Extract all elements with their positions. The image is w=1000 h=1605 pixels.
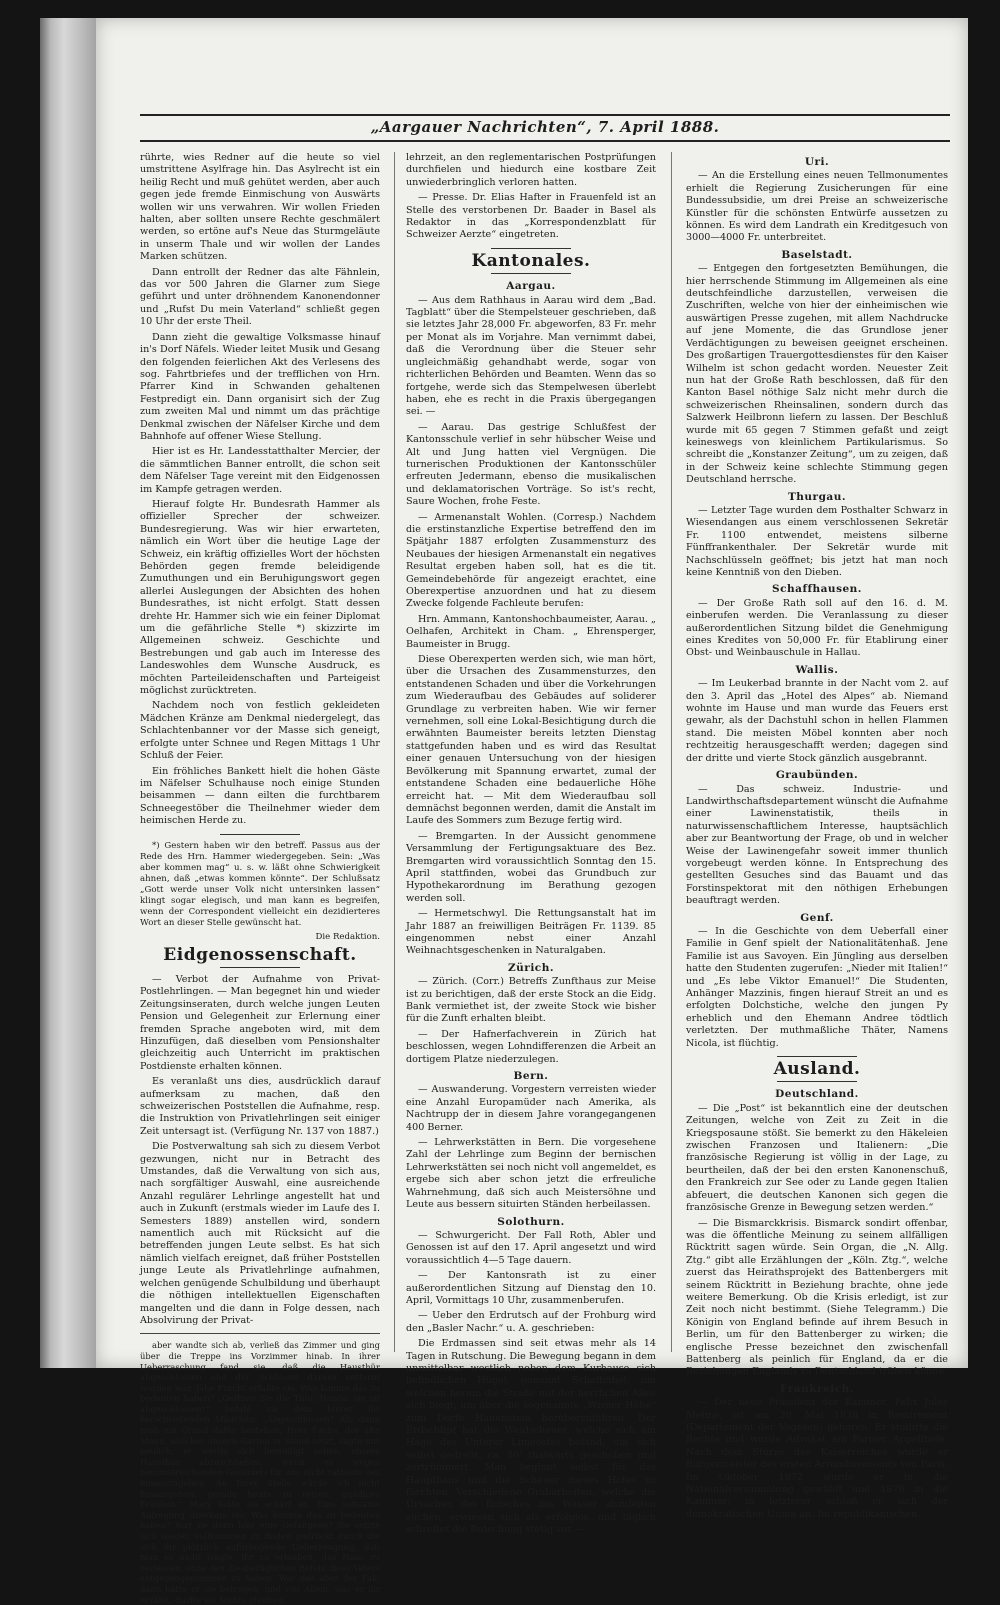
paragraph: Nachdem noch von festlich gekleideten Mädchen Kränze am Denkmal niedergelegt, das Schlachtenbanner vor der Masse sich geneigt, erfolgte unter Schnee und Regen Mittags 1 Uhr Schluß der Feier. xyxy=(140,700,380,762)
subheading-schaffhausen: Schaffhausen. xyxy=(772,583,862,596)
paragraph: — Presse. Dr. Elias Hafter in Frauenfeld ist an Stelle des verstorbenen Dr. Baader in Basel als Redaktor in das „Korrespondenzblatt für Schweizer Aerzte“ eingetreten. xyxy=(406,192,656,241)
feuilleton-text: aber wandte sich ab, verließ das Zimmer und ging über die Treppe ins Vorzimmer hinab. In ihrer Ueberraschung fand sie, daß die Hausthür abgeschlossen und der Schlüssel daraus entfernt worden war. Jähe Furcht erfaßte sie. Was konnte das zu bedeuten haben? „Oeffnen Sie die Thür, Hanna, sie ist abgeschlossen!“ befahl sie dem hinter ihr herschreitenden Mädchen. „Abgeschlossen? Ah, dann muß ein Grund dafür bestehen, Herr Fuchs, der alte Mann, welcher unsern Garten in Stand setzt, sagte mir neulich, er werde sich bemüßigt sehen, unsere Hausthür abzuschließen, wenn es wegen herumstreichenden Gesindels für uns nicht rathsam sei, hinauszugehen. An Ihrer Stelle würde ich nicht hinausgehen, gerade heute zu reisen, gnädiges Fräulein.“ Mary faßte sie scharf an. Eine seltsame Aufregung überkam sie. Was konnte das zu bedeuten haben? War sie denn hier eine Gefangene? Sie setzte sich nieder, vollkommen zu Boden gedrückt durch die sich ihr plötzlich aufdrängende Ueberzeugung, daß man es nicht wagte, ihr zu erlauben, das Haus zu verlassen, ohne den diesbezüglichen Befehl ihres Vaters entgegengenommen zu haben. War das aber der Fall, dann hatte er sie betrogen, und von Allem, was er ihr erzählt, durfte sie Nichts glauben. xyxy=(140,1340,380,1605)
subheading-frankreich: Frankreich. xyxy=(780,1382,854,1395)
paragraph: — Zürich. (Corr.) Betreffs Zunfthaus zur Meise ist zu berichtigen, daß der erste Stock an die Eidg. Bank vermiethet ist, der zweite Stock wie bisher für die Zunft erhalten bleibt. xyxy=(406,976,656,1025)
paragraph: — Aarau. Das gestrige Schlußfest der Kantonsschule verlief in sehr hübscher Weise und Alt und Jung hatten viel Vergnügen. Die turnerischen Produktionen der Kantonsschüler erfreuten Jedermann, ebenso die musikalischen und deklamatorischen Vorträge. So ist's recht, Saure Wochen, frohe Feste. xyxy=(406,421,656,508)
paragraph: Ein fröhliches Bankett hielt die hohen Gäste im Näfelser Schulhause noch einige Stunden beisammen — dann eilten die furchtbarem Schneegestöber die Theilnehmer wieder dem heimischen Herde zu. xyxy=(140,765,380,827)
paragraph: — Schwurgericht. Der Fall Roth, Abler und Genossen ist auf den 17. April angesetzt und wird voraussichtlich 4—5 Tage dauern. xyxy=(406,1229,656,1266)
divider xyxy=(491,273,571,274)
paragraph: — In die Geschichte von dem Ueberfall einer Familie in Genf spielt der Nationalitätenhaß. Jene Familie ist aus Savoyen. Ein Jüngling aus derselben hatte den Studenten zugerufen: „Nieder mit Italien!“ und „Es lebe Viktor Emanuel!“ Die Studenten, Anhänger Mazzinis, fingen hierauf Streit an und es erfolgten Dolchstiche, welche den jungen Py erheblich und den Ehemann Andree tödtlich verletzten. Der muthmaßliche Thäter, Namens Nicola, ist flüchtig. xyxy=(686,925,948,1049)
divider xyxy=(777,1081,857,1082)
paragraph: — Die „Post“ ist bekanntlich eine der deutschen Zeitungen, welche von Zeit zu Zeit in die Kriegsposaune stößt. Sie bemerkt zu den Häkeleien zwischen Franzosen und Italienern: „Die französische Regierung ist völlig in der Lage, zu beurtheilen, daß der bei den ersten Kanonenschuß, den Frankreich zur See oder zu Lande gegen Italien abfeuert, die deutschen Kanonen sich gegen die französische Grenze in Bewegung setzen werden.“ xyxy=(686,1102,948,1214)
paragraph: Hierauf folgte Hr. Bundesrath Hammer als offizieller Sprecher der schweizer. Bundesregierung. Was wir hier erwarteten, nämlich ein Wort über die heutige Lage der Schweiz, ein kräftig offizielles Wort der höchsten Behörden gegen fremde beleidigende Zumuthungen und ein Beruhigungswort gegen allerlei Auslegungen der Absichten des hohen Bundesrathes, ist nicht erfolgt. Statt dessen drehte Hr. Hammer sich wie ein feiner Diplomat um die gefährliche Stelle *) skizzirte im Allgemeinen schweiz. Geschichte und Bestrebungen und gab auch im Interesse des Landeswohles dem Wunsche Ausdruck, es möchten Parteileidenschaften und Parteigeist möglichst zurücktreten. xyxy=(140,498,380,697)
paragraph: Diese Oberexperten werden sich, wie man hört, über die Ursachen des Zusammensturzes, den entstandenen Schaden und über die Vorkehrungen zum Wiederaufbau des Gebäudes auf soliderer Grundlage zu verbreiten haben. Wie wir ferner vernehmen, soll eine Lokal-Besichtigung durch die erwähnten Baumeister bereits letzten Dienstag stattgefunden haben und es wird das Resultat einer genauen Untersuchung von der hiesigen Bevölkerung mit Spannung erwartet, zumal der entstandene Schaden eine bedauerliche Höhe erreicht hat. — Mit dem Wiederaufbau soll demnächst begonnen werden, damit die Anstalt im Laufe des Sommers zum Bezuge fertig wird. xyxy=(406,654,656,827)
paragraph: — Der Große Rath soll auf den 16. d. M. einberufen werden. Die Veranlassung zu dieser außerordentlichen Sitzung bildet die Genehmigung eines Kredites von 50,000 Fr. für Etablirung einer Obst- und Weinbauschule in Hallau. xyxy=(686,597,948,659)
paragraph: Hrn. Ammann, Kantonshochbaumeister, Aarau. „ Oelhafen, Architekt in Cham. „ Ehrensperger, Baumeister in Brugg. xyxy=(406,613,657,650)
subheading-genf: Genf. xyxy=(800,911,834,924)
paragraph: — Auswanderung. Vorgestern verreisten wieder eine Anzahl Europamüder nach Amerika, als Nachtrupp der in diesem Jahre vorangegangenen 400 Berner. xyxy=(406,1084,656,1133)
masthead-rule-top xyxy=(140,114,950,116)
paragraph: lehrzeit, an den reglementarischen Postprüfungen durchfielen und hiedurch eine kostbare Zeit unwiederbringlich verloren hatten. xyxy=(406,152,656,188)
column-divider xyxy=(671,152,672,1352)
paragraph: Hier ist es Hr. Landesstatthalter Mercier, der die sämmtlichen Banner entrollt, die schon seit dem Näfelser Tage vereint mit den Eidgenossen im Kampfe getragen werden. xyxy=(140,446,380,495)
subheading-bern: Bern. xyxy=(513,1070,549,1083)
footnote-signature: Die Redaktion. xyxy=(315,931,380,942)
paragraph: — Der neue Präsident der Kammer, Felix Jules Meline, ist am 20. Mai 1838 in Remiremont (Departement der Vogesen) geboren. Er studirte die Rechte und wurde Advokat am Pariser Appellhofe. Nach dem Sturze des Kaiserreiches wurde er Bürgermeister des ersten Arrondissements von Paris. Im Oktober 1872 wurde er in die Nationalversammlung gewählt und 1876 in die Kammer; in letzterer schloß er sich der demokratischen Union an. Im republikanischen xyxy=(686,1397,948,1520)
paragraph: — Entgegen den fortgesetzten Bemühungen, die hier herrschende Stimmung im Allgemeinen als eine deutschfeindliche darzustellen, verweisen die Zuschriften, welche von hier der einheimischen wie auswärtigen Presse zugehen, mit allem Nachdrucke auf jene Momente, die das Grundlose jener Verdächtigungen zu beweisen geeignet erscheinen. Des großartigen Trauergottesdienstes für den Kaiser Wilhelm ist schon gedacht worden. Neuester Zeit nun hat der Große Rath beschlossen, daß für den Kanton Basel nöthige Salz nicht mehr durch die schweizerischen Rheinsalinen, sondern durch das Salzwerk Heilbronn liefern zu lassen. Der Beschluß wurde mit 65 gegen 7 Stimmen gefaßt und zeigt keineswegs von kleinlichem Partikularismus. So schreibt die „Konstanzer Zeitung“, um zu zeigen, daß in der Schweiz keine schlechte Stimmung gegen Deutschland herrsche. xyxy=(686,263,948,486)
divider xyxy=(777,1056,857,1057)
paragraph: — An die Erstellung eines neuen Tellmonumentes erhielt die Regierung Zusicherungen für eine Bundessubsidie, um drei Preise an schweizerische Künstler für die schönsten Entwürfe aussetzen zu können. Es wird dem Landrath ein Kreditgesuch von 3000—4000 Fr. unterbreitet. xyxy=(686,170,948,244)
divider xyxy=(220,967,300,968)
scan-page-edge xyxy=(40,18,100,1368)
paragraph: — Das schweiz. Industrie- und Landwirthschaftsdepartement wünscht die Aufnahme einer Lawinenstatistik, theils in naturwissenschaftlichem Interesse, hauptsächlich aber zur Beantwortung der Frage, ob und in welcher Weise der Lawinengefahr soweit immer thunlich vorgebeugt werden könne. In Entsprechung des gestellten Gesuches sind das Bauamt und das Forstinspektorat mit den nöthigen Erhebungen beauftragt werden. xyxy=(686,783,948,907)
paragraph: — Der Kantonsrath ist zu einer außerordentlichen Sitzung auf Dienstag den 10. April, Vormittags 10 Uhr, zusammenberufen. xyxy=(406,1270,656,1306)
section-heading-ausland: Ausland. xyxy=(773,1059,861,1080)
paragraph: — Die Bismarckkrisis. Bismarck sondirt offenbar, was die öffentliche Meinung zu seinem allfälligen Rücktritt sagen würde. Sein Organ, die „N. Allg. Ztg.“ gibt alle Erzählungen der „Köln. Ztg.“, welche zuerst das Heirathsprojekt des Battenbergers mit seinem Rücktritt in Beziehung brachte, ohne jede weitere Bemerkung. Ob die Krisis erledigt, ist zur Zeit noch nicht bestimmt. (Siehe Telegramm.) Die Königin von England befinde auf ihrem Besuch in Berlin, um für den Battenberger zu wirken; die englische Presse bezeichnet den zwischenfall Battenberg als peinlich für England, da er die Beziehungen Englands zu Deutschland trüben könne. xyxy=(686,1217,948,1378)
column-divider xyxy=(394,152,395,1352)
subheading-thurgau: Thurgau. xyxy=(787,490,847,503)
feuilleton-divider xyxy=(140,1333,380,1334)
section-heading-eidgenossenschaft: Eidgenossenschaft. xyxy=(163,944,357,965)
divider xyxy=(220,834,300,835)
paragraph: — Lehrwerkstätten in Bern. Die vorgesehene Zahl der Lehrlinge zum Beginn der bernischen Lehrwerkstätten sei noch nicht voll angemeldet, es ergebe sich aber schon jetzt die erfreuliche Wahrnehmung, daß sich auch Meistersöhne und Leute aus bessern situirten Ständen herbeilassen. xyxy=(406,1137,656,1211)
column-2 xyxy=(406,152,657,1536)
section-heading-kantonales: Kantonales. xyxy=(471,250,591,271)
paragraph: Es veranlaßt uns dies, ausdrücklich darauf aufmerksam zu machen, daß den schweizerischen Poststellen die Aufnahme, resp. die Instruktion von Privatlehrlingen seit einiger Zeit untersagt ist. (Verfügung Nr. 137 von 1887.) xyxy=(140,1076,380,1137)
subheading-uri: Uri. xyxy=(804,156,830,168)
paragraph: — Armenanstalt Wohlen. (Corresp.) Nachdem die erstinstanzliche Expertise betreffend den im Spätjahr 1887 erfolgten Zusammensturz des Neubaues der hiesigen Armenanstalt ein negatives Resultat ergeben haben soll, hat es die tit. Gemeindebehörde für angezeigt erachtet, eine Oberexpertise anzuordnen und hat zu diesem Zwecke folgende Fachleute berufen: xyxy=(406,511,656,610)
subheading-deutschland: Deutschland. xyxy=(775,1088,859,1101)
paragraph: — Aus dem Rathhaus in Aarau wird dem „Bad. Tagblatt“ über die Stempelsteuer geschrieben, daß sie letztes Jahr 28,000 Fr. abgeworfen, 83 Fr. mehr per Monat als im Vorjahre. Man vernimmt dabei, daß die Verordnung über die Steuer sehr ungleichmäßig gehandhabt werde, sogar von richterlichen Behörden und Beamten. Wenn das so fortgehe, werde sich das Stempelwesen überlebt haben, ehe es recht in die Praxis übergegangen sei. — xyxy=(406,294,656,418)
subheading-solothurn: Solothurn. xyxy=(497,1215,565,1228)
paragraph: Die Erdmassen sind seit etwas mehr als 14 Tagen in Rutschung. Die Bewegung begann in dem unmittelbar westlich neben dem Kurhause sich befindlichen Hügel, genannt Schafbühel, um welchen herum die Straße mit der herrlichen Allee sich biegt, um über die sogenannte „Wisner Höhe“ zum Dorfe Hauenstein herüberzuführen. Der Erdschlipf hat die Weidscheuer, welche sich am Hage des Unterer Limoosfes befand, um sich selbst gedreht, ca. 80' thalwärts geschoben und zertrümmert. Man beginnt selbst für das Haupthaus und die Scheuer dieses Hofes zu fürchten. Verschiedene Grabarbeiten, welche die Ursachen des Rutsches das Wasser abzuleiten suchen, erwiesen sich als erfolglos, und täglich schreitet die Rutschung stetig vor. — xyxy=(406,1338,656,1536)
paragraph: rührte, wies Redner auf die heute so viel umstrittene Asylfrage hin. Das Asylrecht ist ein heilig Recht und muß gehütet werden, aber auch gegen jede fremde Einmischung von Auswärts wollen wir uns verwahren. Wir wollen Frieden halten, aber sollten unsere Rechte geschmälert werden, so ertöne auf's Neue das Sturmgeläute in unserm Thale und wir wollen der Landes Marken schützen. xyxy=(140,152,380,263)
column-1 xyxy=(140,152,381,1605)
subheading-aargau: Aargau. xyxy=(506,280,556,293)
paragraph: Dann entrollt der Redner das alte Fähnlein, das vor 500 Jahren die Glarner zum Siege geführt und unter dröhnendem Kanonendonner und „Rufst Du mein Vaterland“ schließt gegen 10 Uhr der erste Theil. xyxy=(140,266,380,328)
column-3 xyxy=(686,152,948,1520)
paragraph: Dann zieht die gewaltige Volksmasse hinauf in's Dorf Näfels. Wieder leitet Musik und Gesang den folgenden feierlichen Akt des Verlesens des sog. Fahrtbriefes und der trefflichen von Hrn. Pfarrer Kind in Schwanden gehaltenen Festpredigt ein. Dann organisirt sich der Zug zum zweiten Mal und nimmt um das prächtige Denkmal zwischen der Näfelser Kirche und dem Bahnhofe auf offener Wiese Stellung. xyxy=(140,331,380,442)
paragraph: — Verbot der Aufnahme von Privat-Postlehrlingen. — Man begegnet hin und wieder Zeitungsinseraten, durch welche jungen Leuten Pension und Gelegenheit zur Erlernung einer fremden Sprache angeboten wird, mit dem Hinzufügen, daß dieselben vom Pensionshalter gleichzeitig auch Unterricht im praktischen Postdienste erhalten können. xyxy=(140,973,380,1072)
subheading-zurich: Zürich. xyxy=(507,961,554,974)
footnote: *) Gestern haben wir den betreff. Passus aus der Rede des Hrn. Hammer wiedergegeben. Sein: „Was aber kommen mag“ u. s. w. läßt ohne Schwierigkeit ahnen, daß „etwas kommen könnte“. Der Schlußsatz „Gott werde unser Volk nicht untersinken lassen“ klingt sogar elegisch, und man kann es begreifen, wenn der Correspondent vielleicht ein dezidierteres Wort an dieser Stelle gewünscht hat. xyxy=(140,840,380,928)
masthead-rule-bottom xyxy=(140,140,950,142)
paragraph: — Ueber den Erdrutsch auf der Frohburg wird den „Basler Nachr.“ u. A. geschrieben: xyxy=(406,1310,656,1334)
subheading-wallis: Wallis. xyxy=(795,663,839,676)
subheading-graubuenden: Graubünden. xyxy=(775,769,859,782)
newspaper-page xyxy=(96,18,968,1605)
divider xyxy=(491,248,571,249)
paragraph: Die Postverwaltung sah sich zu diesem Verbot gezwungen, nicht nur in Betracht des Umstandes, daß die Verwaltung von sich aus, nach sorgfältiger Auswahl, eine ausreichende Anzahl regulärer Lehrlinge angestellt hat und auch in Zukunft (erstmals wieder im Laufe des I. Semesters 1889) anstellen wird, sondern namentlich auch mit Rücksicht auf die betreffenden jungen Leute selbst. Es hat sich nämlich vielfach ereignet, daß früher Poststellen junge Leute als Privatlehrlinge aufnahmen, welchen genügende Schulbildung und überhaupt die nöthigen intellektuellen Eigenschaften mangelten und die dann in Folge dessen, nach Absolvirung der Privat- xyxy=(140,1141,381,1326)
paragraph: — Der Hafnerfachverein in Zürich hat beschlossen, wegen Lohndifferenzen die Arbeit an dortigem Platze niederzulegen. xyxy=(406,1028,656,1065)
paragraph: — Im Leukerbad brannte in der Nacht vom 2. auf den 3. April das „Hotel des Alpes“ ab. Niemand wohnte im Hause und man wurde das Feuers erst gewahr, als der Dachstuhl schon in hellen Flammen stand. Die meisten Möbel konnten aber noch rechtzeitig herausgeschafft werden; dagegen sind der dritte und vierte Stock gänzlich ausgebrannt. xyxy=(686,678,948,764)
subheading-baselstadt: Baselstadt. xyxy=(781,248,853,261)
paragraph: — Bremgarten. In der Aussicht genommene Versammlung der Fertigungsaktuare des Bez. Bremgarten wird voraussichtlich Sonntag den 15. April stattfinden, wobei das Grundbuch zur Hypothekarordnung im Berathung gezogen werden soll. xyxy=(406,830,656,904)
paragraph: — Letzter Tage wurden dem Posthalter Schwarz in Wiesendangen aus einem verschlossenen Sekretär Fr. 1100 entwendet, meistens silberne Fünffrankenthaler. Der Sekretär wurde mit Nachschlüsseln geöffnet; bis jetzt hat man noch keine Kenntniß von den Dieben. xyxy=(686,504,948,578)
paragraph: — Hermetschwyl. Die Rettungsanstalt hat im Jahr 1887 an freiwilligen Beiträgen Fr. 1139. 85 eingenommen nebst einer Anzahl Weihnachtsgeschenken in Naturalgaben. xyxy=(406,908,656,957)
masthead: „Aargauer Nachrichten“, 7. April 1888. xyxy=(370,118,720,136)
